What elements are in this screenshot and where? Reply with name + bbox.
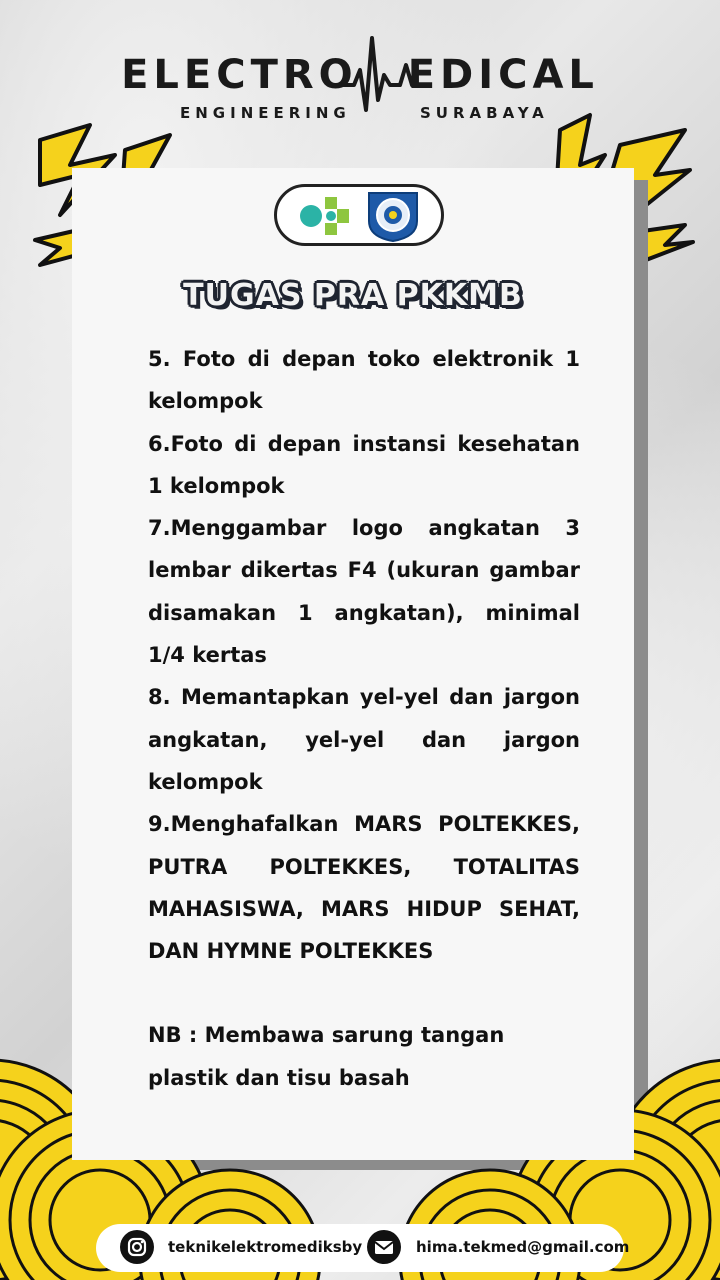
instagram-handle[interactable]: teknikelektromediksby [168,1238,363,1256]
spacer [148,972,580,1014]
task-list [148,338,580,1099]
logos-pill [274,184,444,246]
task-item: 6.Foto di depan instansi kesehatan 1 kelompok [148,431,580,498]
task-item: 7.Menggambar logo angkatan 3 lembar dikertas F4 (ukuran gambar disamakan 1 angkatan), minimal 1/4 kertas [148,516,580,668]
email-address[interactable]: hima.tekmed@gmail.com [416,1238,630,1256]
ecg-pulse-icon [340,30,420,120]
brand-title-left: ELECTRO [121,52,358,98]
brand-sub-right: SURABAYA [420,104,549,122]
page-title: TUGAS PRA PKKMB [183,278,523,313]
kemenkes-logo [297,193,353,239]
task-item: 8. Memantapkan yel-yel dan jargon angkatan, yel-yel dan jargon kelompok [148,685,580,794]
task-item: 5. Foto di depan toko elektronik 1 kelompok [148,347,580,414]
instagram-icon[interactable] [120,1230,154,1264]
note-text: NB : Membawa sarung tangan plastik dan tisu basah [148,1023,505,1090]
task-item: 9.Menghafalkan MARS POLTEKKES, PUTRA POLTEKKES, TOTALITAS MAHASISWA, MARS HIDUP SEHAT, DAN HYMNE POLTEKKES [148,812,580,964]
brand-title-right: EDICAL [407,52,599,98]
brand-sub-left: ENGINEERING [180,104,351,122]
poltekkes-logo [363,189,423,243]
mail-icon[interactable] [367,1230,401,1264]
